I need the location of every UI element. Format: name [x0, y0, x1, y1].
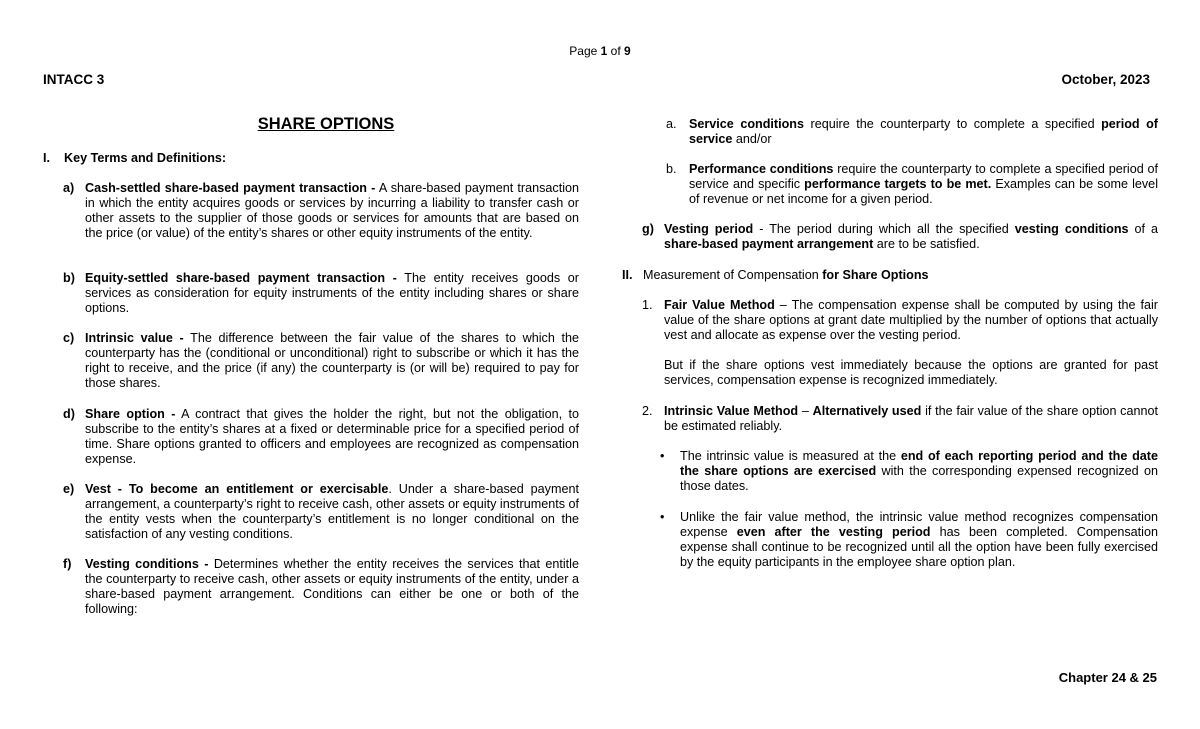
bullet-item: [660, 449, 1158, 494]
chapter-footer: Chapter 24 & 25: [1058, 670, 1157, 685]
definition-item: [63, 331, 579, 391]
item-label: e): [63, 482, 75, 496]
method-item: [642, 298, 1158, 388]
item-label: d): [63, 407, 75, 421]
page-current: 1: [600, 44, 608, 58]
document-date: October, 2023: [1061, 72, 1150, 87]
item-label: f): [63, 557, 72, 571]
definition-term: Equity-settled share-based payment transaction -: [85, 271, 397, 285]
definition-item: [642, 222, 1158, 252]
definition-text: of a: [1128, 222, 1158, 236]
condition-text: and/or: [732, 132, 772, 146]
item-label: g): [642, 222, 654, 236]
definition-item: [63, 181, 579, 241]
sub-condition-item: [666, 162, 1158, 207]
condition-emphasis: performance targets to be met.: [804, 177, 992, 191]
condition-emphasis: period of service: [689, 117, 1158, 146]
definition-item: [63, 557, 579, 617]
definition-item: [63, 271, 579, 316]
condition-text: Examples can be some level of revenue or net income for a given period.: [689, 177, 1158, 206]
definition-text: A contract that gives the holder the right, but not the obligation, to subscribe to the entity’s shares at a fixed or determinable price for a specified period of time. Share options granted to officers and employees are recognized as compensation expense.: [85, 407, 579, 466]
sub-condition-item: [666, 117, 1158, 147]
page-title: SHARE OPTIONS: [257, 115, 395, 133]
definition-term: Intrinsic value -: [85, 331, 184, 345]
section-2-title-bold: for Share Options: [822, 268, 929, 282]
definition-emphasis: vesting conditions: [1014, 222, 1129, 236]
definition-text: The difference between the fair value of the shares to which the counterparty has the (conditional or unconditional) right to subscribe or which it has the right to receive, and the price (if any) the counterparty is (or will be) required to pay for those shares.: [85, 331, 579, 390]
page-number: [0, 44, 1200, 59]
condition-text: require the counterparty to complete a specified period of service and specific: [689, 162, 1158, 191]
definition-term: Vest - To become an entitlement or exercisable: [85, 482, 389, 496]
bullet-item: [660, 510, 1158, 570]
item-label: a): [63, 181, 75, 195]
definition-text: are to be satisfied.: [873, 237, 980, 251]
item-label: 1.: [642, 298, 653, 312]
bullet-text: The intrinsic value is measured at the: [680, 449, 901, 463]
definition-item: [63, 407, 579, 467]
bullet-emphasis: even after the vesting period: [736, 525, 931, 539]
condition-term: Performance conditions: [689, 162, 834, 176]
method-term: Intrinsic Value Method: [664, 404, 799, 418]
page-total: 9: [624, 44, 631, 58]
definition-text: A share-based payment transaction in which the entity acquires goods or services by incurring a liability to transfer cash or other assets to the supplier of those goods or services for amounts that are based on the price (or value) of the entity’s shares or other equity instruments of the entity.: [85, 181, 579, 240]
definition-emphasis: share-based payment arrangement: [664, 237, 874, 251]
bullet-emphasis: end of each reporting period and the date the share options are exercised: [680, 449, 1158, 478]
method-emphasis: Alternatively used: [812, 404, 922, 418]
method-text: – The compensation expense shall be computed by using the fair value of the share options at grant date multiplied by the number of options that actually vest and allocate as expense over the vesting period.: [664, 298, 1158, 342]
section-1-title: Key Terms and Definitions:: [64, 151, 227, 165]
definition-text: - The period during which all the specified: [753, 222, 1015, 236]
method-term: Fair Value Method: [664, 298, 775, 312]
condition-text: require the counterparty to complete a specified: [804, 117, 1102, 131]
definition-term: Share option -: [85, 407, 176, 421]
method-text: –: [798, 404, 813, 418]
definition-text: . Under a share-based payment arrangement, a counterparty’s right to receive cash, other assets or equity instruments of the entity vests when the counterparty’s entitlement is no longer conditional on the satisfaction of any vesting conditions.: [85, 482, 579, 541]
method-note: But if the share options vest immediately because the options are granted for past services, compensation expense is recognized immediately.: [664, 358, 1158, 387]
bullet-text: has been completed. Compensation expense shall continue to be recognized until all the option have been fully exercised by the equity participants in the employee share option plan.: [680, 525, 1158, 569]
section-1-number: I.: [43, 151, 50, 165]
definition-text: The entity receives goods or services as consideration for equity instruments of the entity including shares or share options.: [85, 271, 579, 315]
page-of: of: [610, 44, 621, 58]
method-text: if the fair value of the share option cannot be estimated reliably.: [664, 404, 1158, 433]
item-label: b): [63, 271, 75, 285]
bullet-text: Unlike the fair value method, the intrinsic value method recognizes compensation expense: [680, 510, 1158, 539]
bullet-text: with the corresponding expensed recognized on those dates.: [680, 464, 1158, 493]
bullet-icon: •: [660, 510, 665, 524]
condition-term: Service conditions: [689, 117, 804, 131]
section-2-number: II.: [622, 268, 633, 282]
item-label: a.: [666, 117, 677, 131]
section-1-heading: [43, 151, 226, 166]
method-item: [642, 404, 1158, 434]
bullet-icon: •: [660, 449, 665, 463]
course-code: INTACC 3: [43, 72, 105, 87]
definition-item: [63, 482, 579, 542]
item-label: b.: [666, 162, 677, 176]
item-label: 2.: [642, 404, 653, 418]
section-2-title: Measurement of Compensation: [643, 268, 823, 282]
definition-text: Determines whether the entity receives the services that entitle the counterparty to receive cash, other assets or equity instruments of the entity, under a share-based payment arrangement. Conditions can either be one or both of the following:: [85, 557, 579, 616]
section-2-heading: [622, 268, 929, 283]
page-label: Page: [569, 44, 598, 58]
definition-term: Vesting period: [664, 222, 754, 236]
item-label: c): [63, 331, 75, 345]
definition-term: Vesting conditions -: [85, 557, 209, 571]
definition-term: Cash-settled share-based payment transaction -: [85, 181, 376, 195]
